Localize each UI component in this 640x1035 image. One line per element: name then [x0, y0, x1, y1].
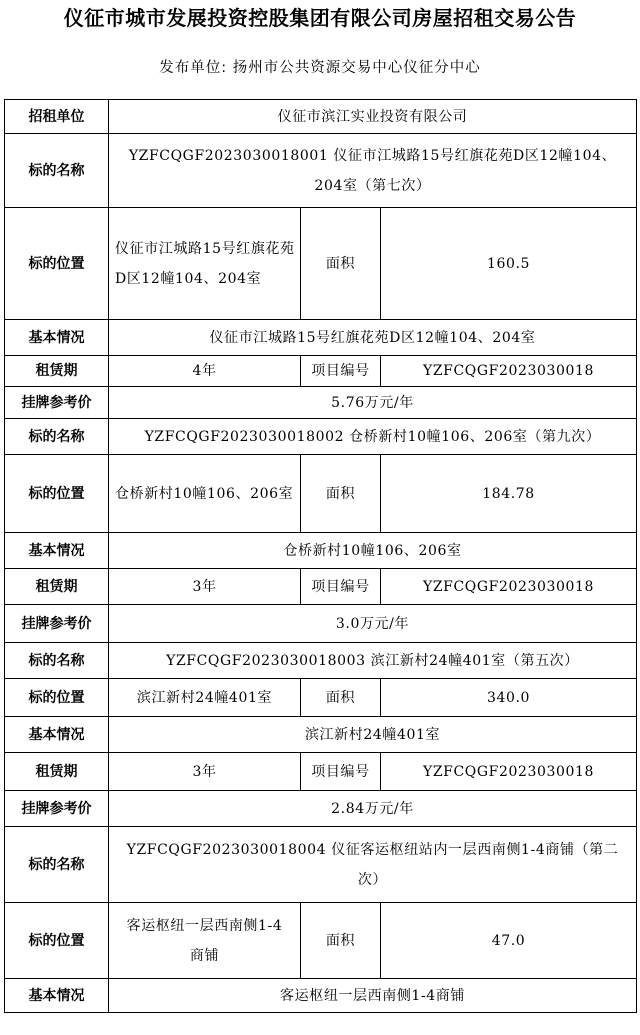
lessor-value: 仪征市滨江实业投资有限公司 [109, 100, 637, 134]
item1-location-value: 仪征市江城路15号红旗花苑D区12幢104、204室 [109, 208, 301, 320]
item3-name-label: 标的名称 [5, 643, 109, 679]
item2-price-row [5, 605, 637, 643]
item2-name-label: 标的名称 [5, 419, 109, 455]
item4-area-value: 47.0 [381, 903, 637, 979]
item2-location-row [5, 455, 637, 533]
item1-basic-label: 基本情况 [5, 320, 109, 356]
item1-price-row [5, 387, 637, 419]
item2-location-label: 标的位置 [5, 455, 109, 533]
item3-project-value: YZFCQGF2023030018 [381, 753, 637, 791]
publisher-line: 发布单位: 扬州市公共资源交易中心仪征分中心 [159, 60, 481, 76]
item4-location-label: 标的位置 [5, 903, 109, 979]
item3-basic-value: 滨江新村24幢401室 [109, 717, 637, 753]
item4-name-label: 标的名称 [5, 827, 109, 903]
item4-basic-row [5, 979, 637, 1013]
item3-area-label: 面积 [301, 679, 381, 717]
item4-basic-label: 基本情况 [5, 979, 109, 1013]
item3-location-row [5, 679, 637, 717]
item3-basic-row [5, 717, 637, 753]
lessor-row [5, 100, 637, 134]
item2-project-label: 项目编号 [301, 569, 381, 605]
item4-basic-value: 客运枢纽一层西南侧1-4商铺 [109, 979, 637, 1013]
item1-basic-row [5, 320, 637, 356]
item1-name-label: 标的名称 [5, 134, 109, 208]
item1-term-row [5, 356, 637, 387]
item2-area-value: 184.78 [381, 455, 637, 533]
item3-location-label: 标的位置 [5, 679, 109, 717]
item1-price-value: 5.76万元/年 [109, 387, 637, 419]
item3-project-label: 项目编号 [301, 753, 381, 791]
item2-basic-label: 基本情况 [5, 533, 109, 569]
lessor-label: 招租单位 [5, 100, 109, 134]
item2-project-value: YZFCQGF2023030018 [381, 569, 637, 605]
item1-location-label: 标的位置 [5, 208, 109, 320]
item3-price-value: 2.84万元/年 [109, 791, 637, 827]
item1-name-value: YZFCQGF2023030018001 仪征市江城路15号红旗花苑D区12幢104、204室（第七次） [109, 134, 637, 208]
item4-location-row [5, 903, 637, 979]
item2-name-row [5, 419, 637, 455]
item2-term-row [5, 569, 637, 605]
item2-term-label: 租赁期 [5, 569, 109, 605]
item1-term-value: 4年 [109, 356, 301, 387]
item3-basic-label: 基本情况 [5, 717, 109, 753]
item4-location-value: 客运枢纽一层西南侧1-4商铺 [109, 903, 301, 979]
item2-basic-row [5, 533, 637, 569]
item1-basic-value: 仪征市江城路15号红旗花苑D区12幢104、204室 [109, 320, 637, 356]
item2-price-label: 挂牌参考价 [5, 605, 109, 643]
item1-project-label: 项目编号 [301, 356, 381, 387]
item1-price-label: 挂牌参考价 [5, 387, 109, 419]
item3-term-label: 租赁期 [5, 753, 109, 791]
item2-name-value: YZFCQGF2023030018002 仓桥新村10幢106、206室（第九次） [109, 419, 637, 455]
item1-project-value: YZFCQGF2023030018 [381, 356, 637, 387]
item2-basic-value: 仓桥新村10幢106、206室 [109, 533, 637, 569]
item4-name-row [5, 827, 637, 903]
listing-table [4, 99, 637, 1013]
item3-name-value: YZFCQGF2023030018003 滨江新村24幢401室（第五次） [109, 643, 637, 679]
item1-location-row [5, 208, 637, 320]
item3-area-value: 340.0 [381, 679, 637, 717]
item1-area-label: 面积 [301, 208, 381, 320]
item1-name-row [5, 134, 637, 208]
item3-price-label: 挂牌参考价 [5, 791, 109, 827]
item3-name-row [5, 643, 637, 679]
item4-name-value: YZFCQGF2023030018004 仪征客运枢纽站内一层西南侧1-4商铺（第二次） [109, 827, 637, 903]
item2-area-label: 面积 [301, 455, 381, 533]
item4-area-label: 面积 [301, 903, 381, 979]
item1-term-label: 租赁期 [5, 356, 109, 387]
item3-term-row [5, 753, 637, 791]
item3-location-value: 滨江新村24幢401室 [109, 679, 301, 717]
item2-term-value: 3年 [109, 569, 301, 605]
page-title: 仪征市城市发展投资控股集团有限公司房屋招租交易公告 [63, 6, 577, 30]
item2-price-value: 3.0万元/年 [109, 605, 637, 643]
item1-area-value: 160.5 [381, 208, 637, 320]
item2-location-value: 仓桥新村10幢106、206室 [109, 455, 301, 533]
item3-term-value: 3年 [109, 753, 301, 791]
item3-price-row [5, 791, 637, 827]
